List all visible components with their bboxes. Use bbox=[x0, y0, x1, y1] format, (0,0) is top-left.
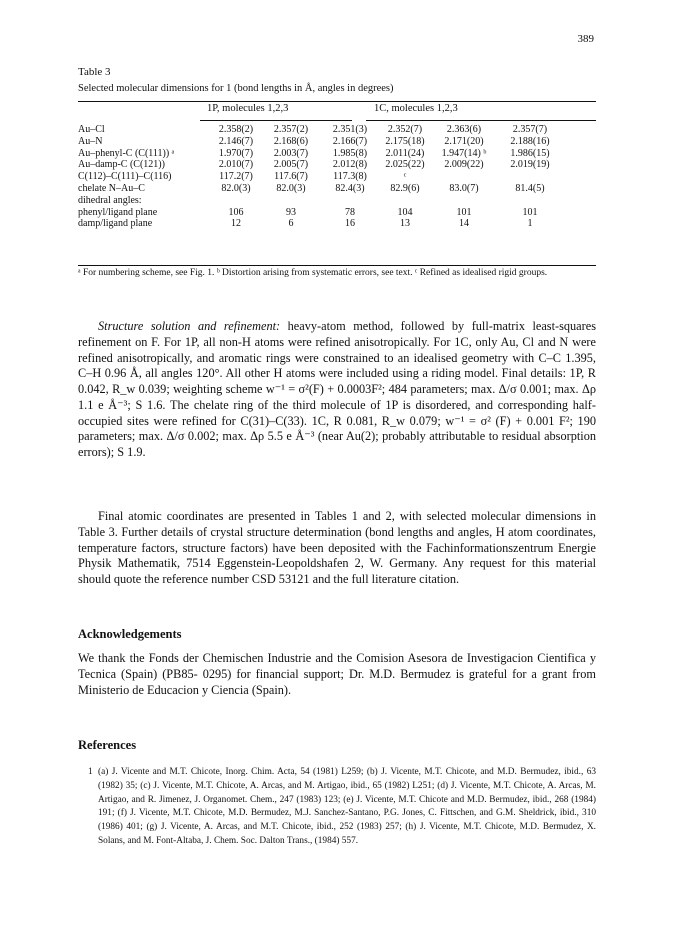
table-cell: 2.019(19) bbox=[510, 159, 550, 171]
table-row bbox=[78, 136, 564, 148]
table-row bbox=[78, 207, 564, 219]
table-row bbox=[78, 183, 564, 195]
table-cell bbox=[212, 195, 260, 207]
reference-item: (a) J. Vicente and M.T. Chicote, Inorg. Chim. Acta, 54 (1981) L259; (b) J. Vicente, M.T. Chicote, and M.D. Bermudez, ibid., 63 (1982) 35; (c) J. Vicente, M.T. Chicote, A. Arcas, and M. Artigao, ibid., 65 (1982) L251; (d) J. Vicente, M.T. Chicote, A. Arcas, M. Artigao, and R. Jimenez, J. Organomet. Chem., 247 (1983) 123; (e) J. Vicente, M.T. Chicote and M.D. Bermudez, ibid., 268 (1984) 191; (f) J. Vicente, M.T. Chicote, M.D. Bermudez, M.J. Sanchez-Santano, P.G. Jones, C. Fittschen, and G.M. Sheldrick, ibid., 310 (1986) 401; (g) J. Vicente, A. Arcas, and M.T. Chicote, ibid., 252 (1983) 257; (h) J. Vicente, M.T. Chicote, M.D. Bermudez, X. Solans, and M. Font-Altaba, J. Chem. Soc. Dalton Trans., (1984) 557. bbox=[98, 767, 596, 846]
table-cell: 82.9(6) bbox=[390, 182, 420, 194]
table-cell: 14 bbox=[459, 218, 469, 230]
table-cell: 2.011(24) bbox=[385, 147, 425, 159]
table-cell: 2.351(3) bbox=[332, 124, 368, 135]
table-top-rule bbox=[78, 101, 596, 102]
row-label: C(112)–C(111)–C(116) bbox=[78, 171, 172, 183]
table-row bbox=[78, 195, 564, 207]
table-bottom-rule bbox=[78, 265, 596, 266]
table-cell: 2.352(7) bbox=[387, 124, 423, 135]
page-number: 389 bbox=[577, 33, 594, 45]
table-cell bbox=[432, 171, 496, 183]
table-cell: 2.005(7) bbox=[273, 159, 309, 171]
row-label: Au–N bbox=[78, 135, 103, 147]
table-row bbox=[78, 218, 564, 230]
table-cell bbox=[260, 195, 322, 207]
table-caption: Selected molecular dimensions for 1 (bond lengths in Å, angles in degrees) bbox=[78, 83, 394, 94]
acknowledgements-text: We thank the Fonds der Chemischen Industrie and the Comision Asesora de Investigacion Cientifica y Tecnica (Spain) (PB85- 0295) for financial support; Dr. M.D. Bermudez is grateful for a grant from Ministerio de Educacion y Ciencia (Spain). bbox=[78, 651, 596, 697]
table-row bbox=[78, 159, 564, 171]
table-cell: ᶜ bbox=[403, 171, 407, 183]
table-cell: 82.0(3) bbox=[221, 182, 251, 194]
structure-paragraph bbox=[78, 319, 596, 461]
table-cell: 1.970(7) bbox=[218, 147, 254, 159]
structure-text: heavy-atom method, followed by full-matrix least-squares refinement on F. For 1P, all non-H atoms were refined anisotropically. For 1C, only Au, Cl and N were refined anisotropically, and aromatic rings were constrained to an idealised geometry with C–C 1.395, C–H 0.96 Å, all angles 120°. All other H atoms were included using a riding model. Final details: 1P, R 0.042, R_w 0.039; weighting scheme w⁻¹ = σ²(F) + 0.0003F²; 484 parameters; max. Δ/σ 0.001; max. Δρ 1.1 e Å⁻³; S 1.6. The chelate ring of the third molecule of 1P is disordered, and corresponding half-occupied sites were refined for C(31)–C(33). 1C, R 0.081, R_w 0.079; w⁻¹ = σ² (F) + 0.001 F²; 190 parameters; max. Δ/σ 0.002; max. Δρ 5.5 e Å⁻³ (near Au(2); probably attributable to residual absorption errors); S 1.9. bbox=[78, 319, 596, 459]
row-label: Au–Cl bbox=[78, 124, 105, 135]
molecular-dimensions-table bbox=[78, 124, 564, 230]
row-label: Au–damp-C (C(121)) bbox=[78, 159, 165, 171]
table-cell: 82.4(3) bbox=[335, 182, 365, 194]
table-row bbox=[78, 148, 564, 160]
table-cell: 2.166(7) bbox=[332, 135, 368, 147]
final-coordinates-text: Final atomic coordinates are presented in Tables 1 and 2, with selected molecular dimensions in Table 3. Further details of crystal structure determination (bond lengths and angles, H atom coordinates, temperature factors, structure factors) have been deposited with the Fachinformationszentrum Energie Physik Mathematik, 7514 Eggenstein-Leopoldshafen 2, W. Germany. Any request for this material should quote the reference number CSD 53121 and the full literature citation. bbox=[78, 509, 596, 586]
row-label: chelate N–Au–C bbox=[78, 182, 145, 194]
row-label: phenyl/ligand plane bbox=[78, 206, 158, 218]
table-group-heading-1c: 1C, molecules 1,2,3 bbox=[374, 103, 458, 114]
table-cell: 2.357(2) bbox=[273, 124, 309, 135]
table-cell: 117.3(8) bbox=[333, 171, 367, 183]
table-cell bbox=[496, 171, 564, 183]
table-group-underline-1c bbox=[366, 120, 596, 121]
table-cell: 117.2(7) bbox=[219, 171, 253, 183]
acknowledgements-heading: Acknowledgements bbox=[78, 627, 182, 641]
table-cell: 81.4(5) bbox=[515, 182, 545, 194]
table-cell: 16 bbox=[345, 218, 355, 230]
table-cell bbox=[496, 195, 564, 207]
table-cell: 83.0(7) bbox=[449, 182, 479, 194]
table-cell: 2.025(22) bbox=[385, 159, 425, 171]
table-cell: 12 bbox=[231, 218, 241, 230]
table-cell bbox=[378, 195, 432, 207]
table-cell: 2.175(18) bbox=[385, 135, 425, 147]
table-row bbox=[78, 124, 564, 136]
table-cell: 2.171(20) bbox=[444, 135, 484, 147]
table-cell: 2.003(7) bbox=[273, 147, 309, 159]
table-cell: 1.985(8) bbox=[332, 147, 368, 159]
table-cell: 117.6(7) bbox=[274, 171, 308, 183]
table-cell: 104 bbox=[397, 206, 413, 218]
table-group-heading-1p: 1P, molecules 1,2,3 bbox=[207, 103, 289, 114]
acknowledgements-paragraph bbox=[78, 651, 596, 698]
table-cell: 2.363(6) bbox=[446, 124, 482, 135]
table-cell: 2.357(7) bbox=[512, 124, 548, 135]
table-group-underline-1p bbox=[200, 120, 352, 121]
row-label: dihedral angles: bbox=[78, 194, 142, 206]
reference-number: 1 bbox=[88, 767, 93, 777]
table-cell: 93 bbox=[286, 206, 296, 218]
table-cell bbox=[322, 195, 378, 207]
table-cell: 82.0(3) bbox=[276, 182, 306, 194]
reference-list bbox=[88, 766, 596, 849]
table-label: Table 3 bbox=[78, 66, 111, 78]
table-cell: 6 bbox=[288, 218, 294, 230]
table-cell: 101 bbox=[522, 206, 538, 218]
table-cell: 13 bbox=[400, 218, 410, 230]
structure-heading: Structure solution and refinement: bbox=[98, 319, 281, 333]
table-cell: 78 bbox=[345, 206, 355, 218]
table-cell: 2.010(7) bbox=[218, 159, 254, 171]
row-label: Au–phenyl-C (C(111)) ᵃ bbox=[78, 147, 175, 159]
table-cell: 1.986(15) bbox=[510, 147, 550, 159]
table-cell: 2.012(8) bbox=[332, 159, 368, 171]
table-row bbox=[78, 171, 564, 183]
table-cell: 2.168(6) bbox=[273, 135, 309, 147]
final-coordinates-paragraph bbox=[78, 509, 596, 588]
table-cell: 2.358(2) bbox=[218, 124, 254, 135]
row-label: damp/ligand plane bbox=[78, 218, 153, 230]
table-cell: 101 bbox=[456, 206, 472, 218]
table-cell: 1 bbox=[527, 218, 533, 230]
table-cell: 2.188(16) bbox=[510, 135, 550, 147]
table-cell: 1.947(14) ᵇ bbox=[441, 147, 487, 159]
table-cell: 2.009(22) bbox=[444, 159, 484, 171]
table-footnote: ᵃ For numbering scheme, see Fig. 1. ᵇ Distortion arising from systematic errors, see text. ᶜ Refined as idealised rigid groups. bbox=[78, 268, 548, 278]
references-heading: References bbox=[78, 738, 137, 752]
table-cell: 2.146(7) bbox=[218, 135, 254, 147]
table-cell bbox=[432, 195, 496, 207]
table-cell: 106 bbox=[228, 206, 244, 218]
